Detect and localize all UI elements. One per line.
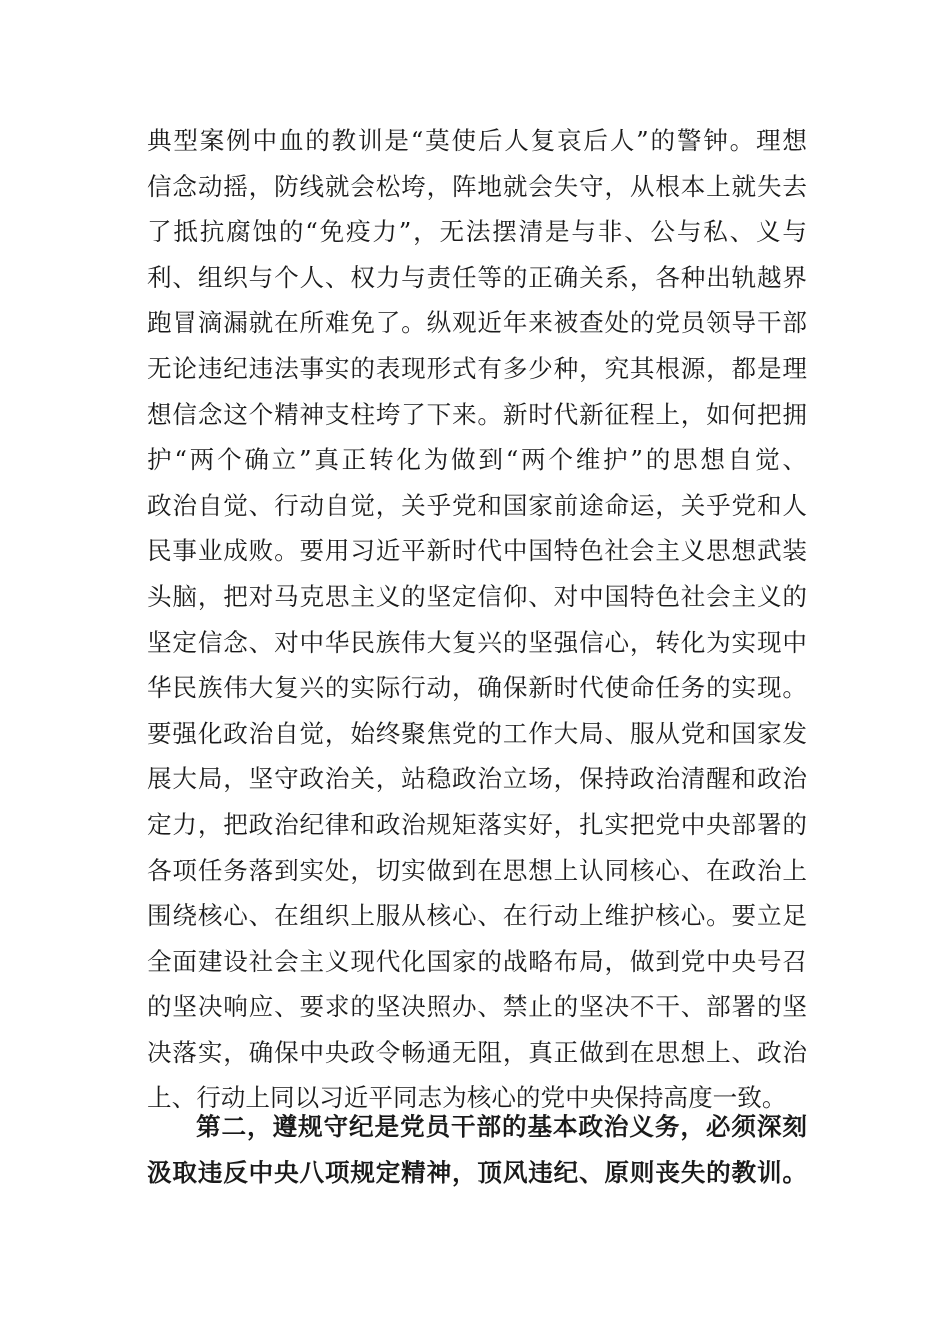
body-paragraph — [147, 118, 807, 1121]
text-line: 想信念这个精神支柱垮了下来。新时代新征程上，如何把拥 — [147, 399, 807, 429]
text-line: 民事业成败。要用习近平新时代中国特色社会主义思想武装 — [147, 536, 807, 566]
text-line: 决落实，确保中央政令畅通无阻，真正做到在思想上、政治 — [147, 1037, 807, 1067]
text-line: 信念动摇，防线就会松垮，阵地就会失守，从根本上就失去 — [147, 171, 807, 201]
text-line: 全面建设社会主义现代化国家的战略布局，做到党中央号召 — [147, 946, 807, 976]
text-line: 跑冒滴漏就在所难免了。纵观近年来被查处的党员领导干部 — [147, 308, 807, 338]
text-line: 利、组织与个人、权力与责任等的正确关系，各种出轨越界 — [147, 262, 807, 292]
text-line: 要强化政治自觉，始终聚焦党的工作大局、服从党和国家发 — [147, 718, 807, 748]
text-line: 了抵抗腐蚀的“免疫力”，无法摆清是与非、公与私、义与 — [147, 217, 807, 247]
text-line: 华民族伟大复兴的实际行动，确保新时代使命任务的实现。 — [147, 673, 807, 703]
heading-line: 第二，遵规守纪是党员干部的基本政治义务，必须深刻 — [196, 1112, 807, 1141]
text-line: 的坚决响应、要求的坚决照办、禁止的坚决不干、部署的坚 — [147, 992, 807, 1022]
text-line: 无论违纪违法事实的表现形式有多少种，究其根源，都是理 — [147, 353, 807, 383]
text-line: 典型案例中血的教训是“莫使后人复哀后人”的警钟。理想 — [147, 126, 807, 155]
text-line: 坚定信念、对中华民族伟大复兴的坚强信心，转化为实现中 — [147, 627, 807, 657]
section-heading — [147, 1104, 807, 1195]
text-line: 定力，把政治纪律和政治规矩落实好，扎实把党中央部署的 — [147, 809, 807, 839]
text-line: 围绕核心、在组织上服从核心、在行动上维护核心。要立足 — [147, 901, 807, 931]
text-line: 展大局，坚守政治关，站稳政治立场，保持政治清醒和政治 — [147, 764, 807, 794]
heading-line: 汲取违反中央八项规定精神，顶风违纪、原则丧失的教训。 — [147, 1157, 807, 1187]
text-line: 各项任务落到实处，切实做到在思想上认同核心、在政治上 — [147, 855, 807, 885]
text-line: 上、行动上同以习近平同志为核心的党中央保持高度一致。 — [147, 1083, 787, 1113]
text-line: 政治自觉、行动自觉，关乎党和国家前途命运，关乎党和人 — [147, 490, 807, 520]
text-line: 护“两个确立”真正转化为做到“两个维护”的思想自觉、 — [147, 445, 807, 475]
text-line: 头脑，把对马克思主义的坚定信仰、对中国特色社会主义的 — [147, 581, 807, 611]
